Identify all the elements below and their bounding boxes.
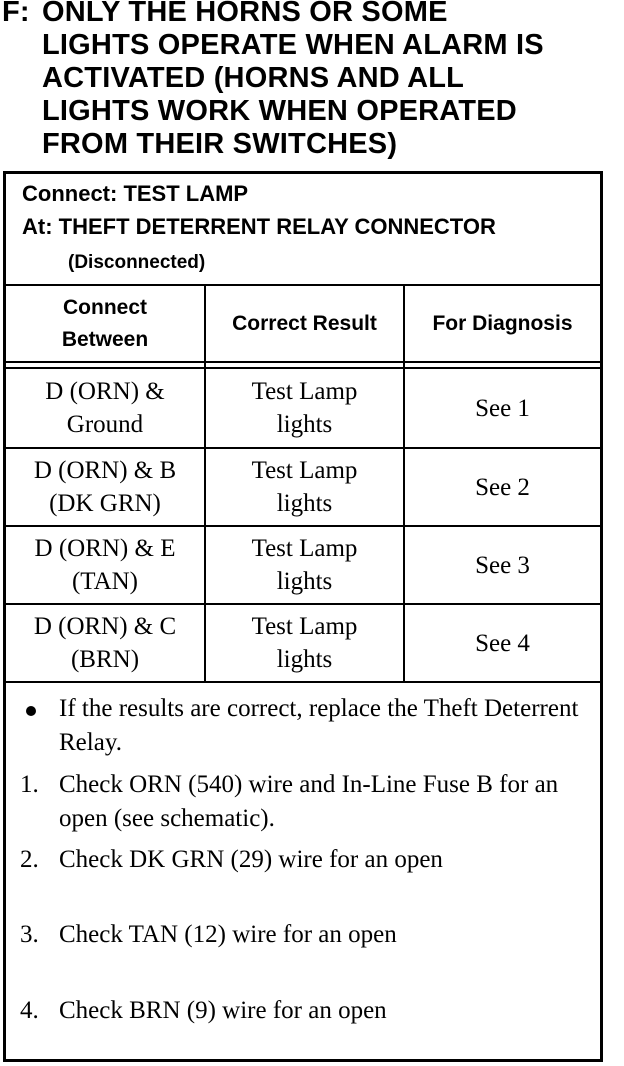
cell-connect-between <box>6 369 204 447</box>
note-text: If the results are correct, replace the Theft Deterrent Relay. <box>59 695 579 756</box>
heading-prefix: F: <box>2 0 30 28</box>
note-number: 2. <box>20 846 39 873</box>
heading-text-1: ONLY THE HORNS OR SOME <box>42 0 448 28</box>
cell-diagnosis <box>405 369 600 447</box>
note-number: 3. <box>20 921 39 948</box>
cell-diagnosis <box>405 527 600 603</box>
note-text: Check ORN (540) wire and In-Line Fuse B for an open (see schematic). <box>59 771 559 832</box>
diagnostic-chart <box>3 171 603 1062</box>
note-number: 1. <box>20 771 39 798</box>
note-text: Check DK GRN (29) wire for an open <box>59 846 443 873</box>
cell-correct-result <box>206 527 403 603</box>
cell-text: D (ORN) & B (DK GRN) <box>33 457 177 517</box>
cell-correct-result <box>206 449 403 525</box>
heading-line-5: FROM THEIR SWITCHES) <box>42 128 398 160</box>
cell-text: Test Lamp lights <box>251 378 358 438</box>
heading-line-2: LIGHTS OPERATE WHEN ALARM IS <box>42 29 544 61</box>
cell-text: D (ORN) & Ground <box>45 378 165 438</box>
section-heading <box>2 0 620 161</box>
at-line: At: THEFT DETERRENT RELAY CONNECTOR <box>22 214 496 239</box>
heading-line-3: ACTIVATED (HORNS AND ALL <box>42 62 465 94</box>
cell-text: See 4 <box>475 629 530 657</box>
note-text: Check BRN (9) wire for an open <box>59 997 387 1024</box>
cell-text: D (ORN) & C (BRN) <box>33 613 177 673</box>
cell-diagnosis <box>405 605 600 681</box>
bullet-icon <box>26 706 36 716</box>
cell-text: See 2 <box>475 473 530 501</box>
heading-line-4: LIGHTS WORK WHEN OPERATED <box>42 95 517 127</box>
connect-line: Connect: TEST LAMP <box>22 181 249 206</box>
heading-line-1 <box>2 0 620 29</box>
note-text: Check TAN (12) wire for an open <box>59 921 397 948</box>
cell-text: See 1 <box>475 394 530 422</box>
cell-text: D (ORN) & E (TAN) <box>34 535 176 595</box>
cell-correct-result <box>206 369 403 447</box>
cell-connect-between <box>6 605 204 681</box>
note-number: 4. <box>20 997 39 1024</box>
header-connect-between <box>6 286 204 361</box>
cell-correct-result <box>206 605 403 681</box>
cell-connect-between <box>6 527 204 603</box>
cell-diagnosis <box>405 449 600 525</box>
divider <box>6 681 600 683</box>
cell-text: Test Lamp lights <box>251 535 358 595</box>
divider <box>6 361 600 363</box>
header-label: For Diagnosis <box>432 311 573 335</box>
header-label: Correct Result <box>232 311 377 335</box>
connect-instructions <box>6 174 600 284</box>
connector-state: (Disconnected) <box>68 252 206 273</box>
cell-text: See 3 <box>475 551 530 579</box>
cell-text: Test Lamp lights <box>251 613 358 673</box>
cell-connect-between <box>6 449 204 525</box>
cell-text: Test Lamp lights <box>251 457 358 517</box>
header-for-diagnosis <box>405 286 600 361</box>
header-label: Connect Between <box>61 295 149 351</box>
header-correct-result <box>206 286 403 361</box>
